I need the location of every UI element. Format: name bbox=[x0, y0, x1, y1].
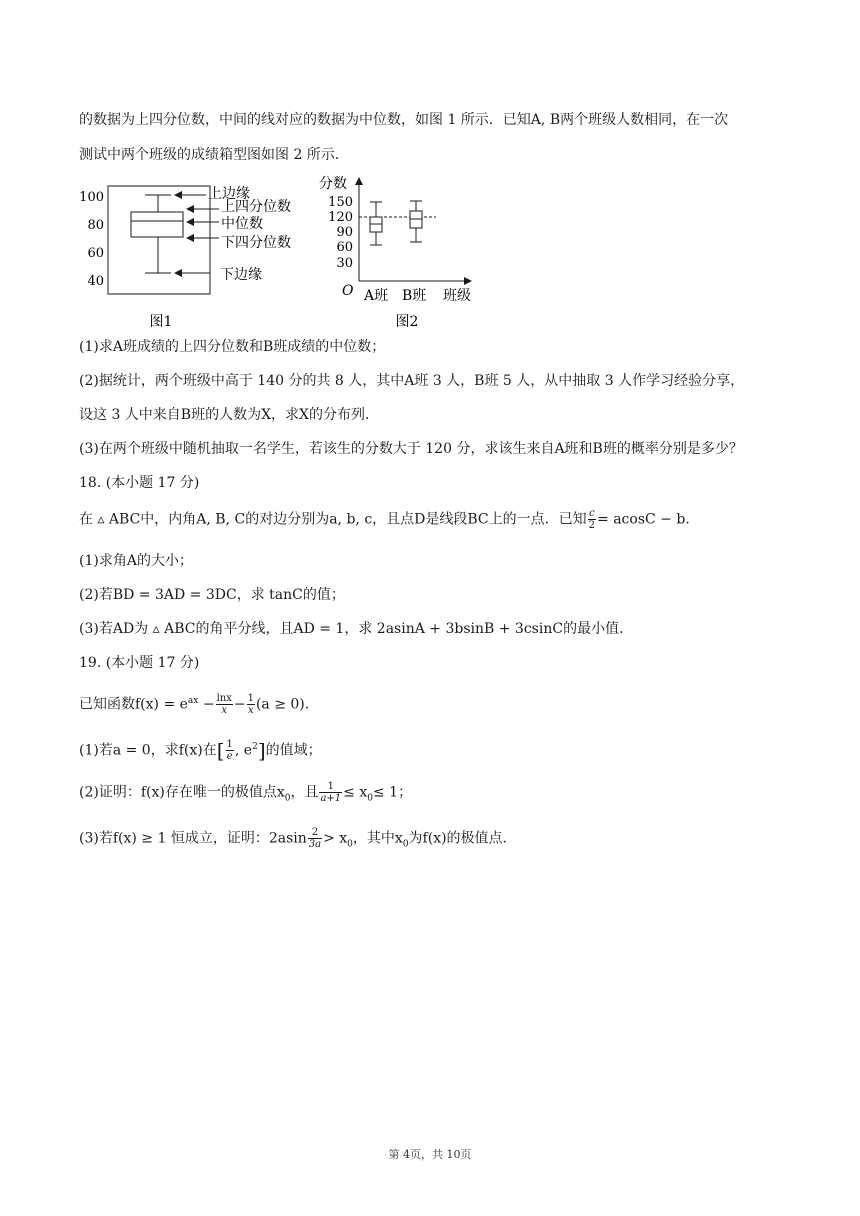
q19-fraction-1-numerator: lnx bbox=[216, 693, 232, 705]
q18-stem bbox=[79, 508, 699, 531]
figure-1-label-median: 中位数 bbox=[221, 216, 263, 232]
q19-part-1-fraction-numerator: 1 bbox=[226, 739, 233, 751]
q19-heading: 19. (本小题 17 分) bbox=[79, 655, 200, 671]
q18-stem-text-b: = acosC − b． bbox=[597, 511, 700, 528]
q18-fraction bbox=[588, 508, 596, 531]
q19-stem-text-a: 已知函数f(x) = e bbox=[79, 696, 188, 713]
q19-fraction-1 bbox=[216, 693, 233, 716]
paragraph-line-2: 测试中两个班级的成绩箱型图如图 2 所示． bbox=[79, 147, 349, 163]
q19-part-3 bbox=[79, 827, 517, 854]
q19-stem-exponent: ax bbox=[187, 696, 199, 706]
figure-2-ylabel: 分数 bbox=[319, 176, 347, 192]
q19-part-1-exponent: 2 bbox=[252, 742, 258, 752]
q19-part-1-text-b: 的值域； bbox=[265, 742, 322, 759]
q17-part-2-line-1: (2)据统计，两个班级中高于 140 分的共 8 人，其中A班 3 人，B班 5 人，从中抽取 3 人作学习经验分享， bbox=[79, 373, 745, 389]
figure-1-tick: 40 bbox=[87, 274, 104, 289]
q19-part-3-fraction-numerator: 2 bbox=[308, 827, 322, 839]
q19-stem bbox=[79, 691, 319, 716]
q17-part-2-line-2: 设这 3 人中来自B班的人数为X，求X的分布列． bbox=[79, 407, 380, 423]
q19-part-1-left-bracket: [ bbox=[216, 738, 225, 763]
figure-2-category-b: B班 bbox=[402, 288, 427, 304]
figure-2-tick: 150 bbox=[328, 195, 353, 210]
figure-1-label-upper-quartile: 上四分位数 bbox=[221, 199, 291, 215]
q19-part-2-subscript: 0 bbox=[284, 793, 291, 804]
q18-part-2: (2)若BD = 3AD = 3DC，求 tanC的值； bbox=[79, 587, 345, 603]
q19-part-1 bbox=[79, 737, 322, 762]
q19-stem-text-d: (a ≥ 0)． bbox=[255, 696, 319, 713]
q19-part-1-fraction bbox=[226, 739, 234, 762]
figure-1-tick: 60 bbox=[87, 246, 104, 261]
q19-part-3-text-c: ，其中x bbox=[352, 830, 403, 847]
figure-1-frame bbox=[108, 186, 210, 294]
q19-part-2-subscript-2: 0 bbox=[367, 793, 373, 804]
q17-part-1: (1)求A班成绩的上四分位数和B班成绩的中位数； bbox=[79, 339, 386, 355]
figure-2-tick: 60 bbox=[336, 240, 353, 255]
figure-2-origin: O bbox=[342, 283, 354, 299]
q19-part-2-text-d: ≤ 1； bbox=[372, 784, 413, 801]
q18-part-1: (1)求角A的大小； bbox=[79, 553, 193, 569]
figure-1-caption: 图1 bbox=[149, 314, 173, 330]
q19-part-2-text-c: ≤ x bbox=[343, 784, 368, 801]
q19-part-2-text-a: (2)证明：f(x)存在唯一的极值点x bbox=[79, 784, 285, 801]
q19-fraction-2 bbox=[247, 693, 255, 716]
figure-1-boxplot bbox=[74, 178, 314, 333]
figure-1-box bbox=[131, 212, 183, 237]
figure-2-category-a: A班 bbox=[364, 288, 389, 304]
q19-part-2-fraction-denominator: a+1 bbox=[320, 793, 342, 804]
q18-fraction-denominator: 2 bbox=[588, 520, 596, 531]
q19-part-1-mid: , e bbox=[234, 742, 253, 759]
q18-stem-text-a: 在 ▵ ABC中，内角A, B, C的对边分别为a, b, c，且点D是线段BC上的一点．已知 bbox=[79, 511, 587, 528]
q19-part-1-fraction-denominator: e bbox=[226, 751, 233, 763]
q19-part-3-fraction-denominator: 3a bbox=[308, 839, 322, 850]
figure-2-tick: 90 bbox=[336, 225, 353, 240]
figure-2-tick: 120 bbox=[328, 210, 353, 225]
q19-part-3-text-a: (3)若f(x) ≥ 1 恒成立，证明：2asin bbox=[79, 830, 307, 847]
q19-fraction-2-denominator: x bbox=[247, 705, 254, 717]
q19-part-1-text-a: (1)若a = 0，求f(x)在 bbox=[79, 742, 217, 759]
q19-stem-text-b: − bbox=[198, 696, 215, 713]
figure-1-label-upper-edge: 上边缘 bbox=[208, 186, 250, 202]
figure-1-tick: 100 bbox=[79, 190, 104, 205]
q19-part-3-subscript: 0 bbox=[347, 839, 353, 850]
figure-1-label-lower-quartile: 下四分位数 bbox=[221, 235, 291, 251]
figure-2-boxplot bbox=[316, 170, 486, 333]
page-footer: 第 4页，共 10页 bbox=[388, 1148, 472, 1161]
paragraph-line-1: 的数据为上四分位数，中间的线对应的数据为中位数，如图 1 所示．已知A, B两个班级人数相同，在一次 bbox=[79, 112, 729, 128]
q18-part-3: (3)若AD为 ▵ ABC的角平分线，且AD = 1，求 2asinA + 3bsinB + 3csinC的最小值． bbox=[79, 621, 634, 637]
figure-2-tick: 30 bbox=[336, 256, 353, 271]
q19-part-3-text-b: > x bbox=[323, 830, 348, 847]
q19-part-1-right-bracket: ] bbox=[257, 738, 266, 763]
q19-part-2-fraction bbox=[319, 781, 342, 804]
q19-fraction-1-denominator: x bbox=[221, 705, 228, 717]
q19-stem-text-c: − bbox=[233, 696, 246, 713]
q19-fraction-2-numerator: 1 bbox=[247, 693, 254, 705]
q19-part-2-fraction-numerator: 1 bbox=[319, 781, 342, 793]
q19-part-2-text-b: ，且 bbox=[290, 784, 319, 801]
q19-part-2 bbox=[79, 781, 412, 808]
figure-1-label-lower-edge: 下边缘 bbox=[220, 267, 262, 283]
figure-1-tick: 80 bbox=[87, 218, 104, 233]
figure-2-xlabel: 班级 bbox=[443, 288, 471, 304]
q18-fraction-numerator: c bbox=[589, 508, 595, 519]
q19-part-3-subscript-2: 0 bbox=[402, 839, 409, 850]
figure-2-caption: 图2 bbox=[395, 314, 419, 330]
q19-part-3-fraction bbox=[308, 827, 322, 850]
q18-heading: 18. (本小题 17 分) bbox=[79, 475, 200, 491]
q19-part-3-text-d: 为f(x)的极值点． bbox=[408, 830, 517, 847]
q17-part-3: (3)在两个班级中随机抽取一名学生，若该生的分数大于 120 分，求该生来自A班和B班的概率分别是多少？ bbox=[79, 441, 743, 457]
